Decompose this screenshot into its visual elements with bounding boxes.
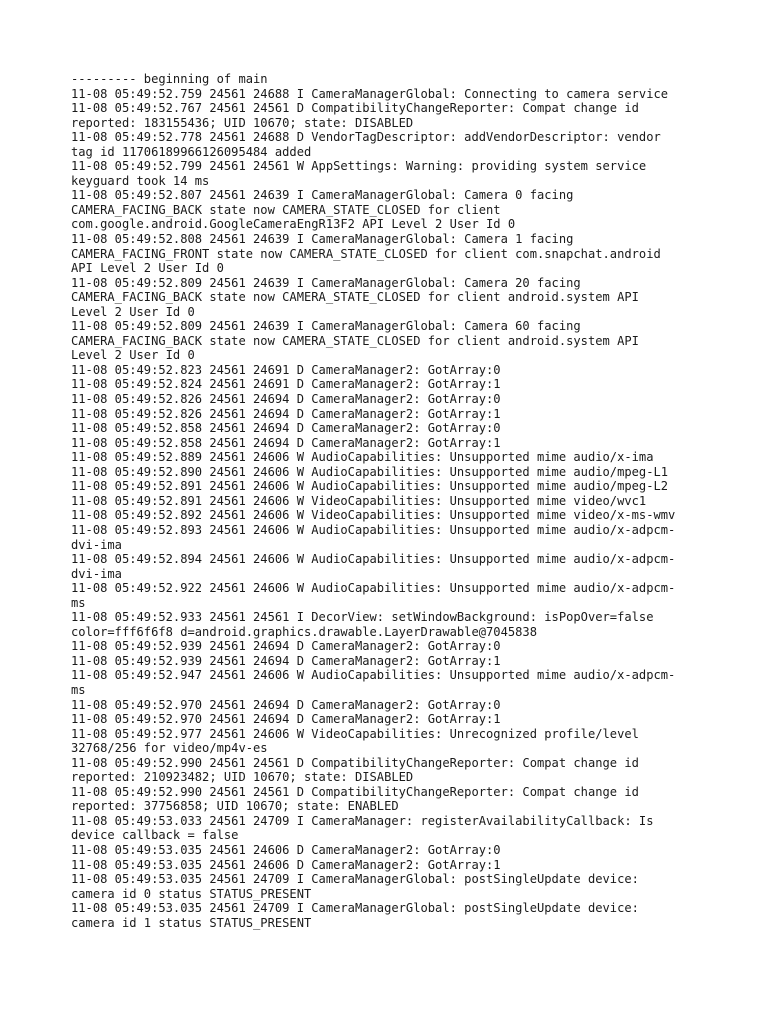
log-line: 11-08 05:49:53.035 24561 24709 I CameraManagerGlobal: postSingleUpdate device: bbox=[71, 872, 639, 887]
log-line: 11-08 05:49:52.809 24561 24639 I CameraManagerGlobal: Camera 60 facing bbox=[71, 319, 581, 334]
log-line: 11-08 05:49:52.990 24561 24561 D CompatibilityChangeReporter: Compat change id bbox=[71, 755, 639, 770]
log-line: dvi-ima bbox=[71, 566, 122, 581]
log-line: com.google.android.GoogleCameraEngR13F2 API Level 2 User Id 0 bbox=[71, 217, 516, 232]
log-line: 11-08 05:49:52.809 24561 24639 I CameraManagerGlobal: Camera 20 facing bbox=[71, 275, 581, 290]
log-line: 11-08 05:49:52.933 24561 24561 I DecorView: setWindowBackground: isPopOver=false bbox=[71, 610, 654, 625]
log-line: 11-08 05:49:52.826 24561 24694 D CameraManager2: GotArray:1 bbox=[71, 406, 501, 421]
log-line: 11-08 05:49:52.990 24561 24561 D CompatibilityChangeReporter: Compat change id bbox=[71, 784, 639, 799]
log-line: API Level 2 User Id 0 bbox=[71, 261, 224, 276]
log-line: keyguard took 14 ms bbox=[71, 173, 210, 188]
log-line: Level 2 User Id 0 bbox=[71, 304, 195, 319]
log-line: 11-08 05:49:52.970 24561 24694 D CameraManager2: GotArray:0 bbox=[71, 697, 501, 712]
log-line: camera id 1 status STATUS_PRESENT bbox=[71, 915, 312, 930]
log-line: 11-08 05:49:52.826 24561 24694 D CameraManager2: GotArray:0 bbox=[71, 392, 501, 407]
log-line: 11-08 05:49:52.939 24561 24694 D CameraManager2: GotArray:1 bbox=[71, 653, 501, 668]
log-line: 11-08 05:49:52.808 24561 24639 I CameraManagerGlobal: Camera 1 facing bbox=[71, 232, 574, 247]
log-line: Level 2 User Id 0 bbox=[71, 348, 195, 363]
log-line: ms bbox=[71, 595, 86, 610]
log-line: 11-08 05:49:52.970 24561 24694 D CameraManager2: GotArray:1 bbox=[71, 712, 501, 727]
log-line: 11-08 05:49:53.035 24561 24606 D CameraManager2: GotArray:1 bbox=[71, 857, 501, 872]
log-line: color=fff6f6f8 d=android.graphics.drawable.LayerDrawable@7045838 bbox=[71, 624, 537, 639]
log-line: 11-08 05:49:52.889 24561 24606 W AudioCapabilities: Unsupported mime audio/x-ima bbox=[71, 450, 654, 465]
log-line: 11-08 05:49:52.891 24561 24606 W AudioCapabilities: Unsupported mime audio/mpeg-L2 bbox=[71, 479, 669, 494]
log-line: 32768/256 for video/mp4v-es bbox=[71, 741, 268, 756]
log-line: --------- beginning of main bbox=[71, 72, 268, 86]
log-line: CAMERA_FACING_BACK state now CAMERA_STATE_CLOSED for client android.system API bbox=[71, 333, 639, 348]
log-line: CAMERA_FACING_BACK state now CAMERA_STATE_CLOSED for client android.system API bbox=[71, 290, 639, 305]
log-document bbox=[71, 72, 701, 930]
log-line: 11-08 05:49:52.893 24561 24606 W AudioCapabilities: Unsupported mime audio/x-adpcm- bbox=[71, 522, 676, 537]
log-line: dvi-ima bbox=[71, 537, 122, 552]
log-line: 11-08 05:49:52.767 24561 24561 D CompatibilityChangeReporter: Compat change id bbox=[71, 101, 639, 116]
log-line: CAMERA_FACING_FRONT state now CAMERA_STATE_CLOSED for client com.snapchat.android bbox=[71, 246, 661, 261]
log-line: reported: 210923482; UID 10670; state: DISABLED bbox=[71, 770, 414, 785]
log-line: 11-08 05:49:53.033 24561 24709 I CameraManager: registerAvailabilityCallback: Is bbox=[71, 813, 654, 828]
log-line: 11-08 05:49:52.922 24561 24606 W AudioCapabilities: Unsupported mime audio/x-adpcm- bbox=[71, 581, 676, 596]
log-line: 11-08 05:49:52.891 24561 24606 W VideoCapabilities: Unsupported mime video/wvc1 bbox=[71, 493, 647, 508]
log-line: 11-08 05:49:52.823 24561 24691 D CameraManager2: GotArray:0 bbox=[71, 362, 501, 377]
log-line: 11-08 05:49:53.035 24561 24606 D CameraManager2: GotArray:0 bbox=[71, 842, 501, 857]
log-line: 11-08 05:49:52.892 24561 24606 W VideoCapabilities: Unsupported mime video/x-ms-wmv bbox=[71, 508, 676, 523]
log-line: 11-08 05:49:52.894 24561 24606 W AudioCapabilities: Unsupported mime audio/x-adpcm- bbox=[71, 552, 676, 567]
log-line: device callback = false bbox=[71, 828, 239, 843]
log-line: 11-08 05:49:52.778 24561 24688 D VendorTagDescriptor: addVendorDescriptor: vendor bbox=[71, 130, 661, 145]
log-line: 11-08 05:49:52.759 24561 24688 I CameraManagerGlobal: Connecting to camera service bbox=[71, 86, 669, 101]
log-line: 11-08 05:49:52.939 24561 24694 D CameraManager2: GotArray:0 bbox=[71, 639, 501, 654]
log-line: reported: 37756858; UID 10670; state: ENABLED bbox=[71, 799, 399, 814]
log-line: tag id 11706189966126095484 added bbox=[71, 144, 312, 159]
log-line: 11-08 05:49:52.977 24561 24606 W VideoCapabilities: Unrecognized profile/level bbox=[71, 726, 639, 741]
log-line: 11-08 05:49:53.035 24561 24709 I CameraManagerGlobal: postSingleUpdate device: bbox=[71, 901, 639, 916]
log-line: 11-08 05:49:52.858 24561 24694 D CameraManager2: GotArray:0 bbox=[71, 421, 501, 436]
log-line: camera id 0 status STATUS_PRESENT bbox=[71, 886, 312, 901]
log-line: ms bbox=[71, 682, 86, 697]
log-line: 11-08 05:49:52.799 24561 24561 W AppSettings: Warning: providing system service bbox=[71, 159, 647, 174]
log-line: 11-08 05:49:52.858 24561 24694 D CameraManager2: GotArray:1 bbox=[71, 435, 501, 450]
log-line: 11-08 05:49:52.947 24561 24606 W AudioCapabilities: Unsupported mime audio/x-adpcm- bbox=[71, 668, 676, 683]
log-line: 11-08 05:49:52.824 24561 24691 D CameraManager2: GotArray:1 bbox=[71, 377, 501, 392]
log-line: 11-08 05:49:52.807 24561 24639 I CameraManagerGlobal: Camera 0 facing bbox=[71, 188, 574, 203]
log-line: CAMERA_FACING_BACK state now CAMERA_STATE_CLOSED for client bbox=[71, 202, 501, 217]
log-line: reported: 183155436; UID 10670; state: DISABLED bbox=[71, 115, 414, 130]
log-line: 11-08 05:49:52.890 24561 24606 W AudioCapabilities: Unsupported mime audio/mpeg-L1 bbox=[71, 464, 669, 479]
